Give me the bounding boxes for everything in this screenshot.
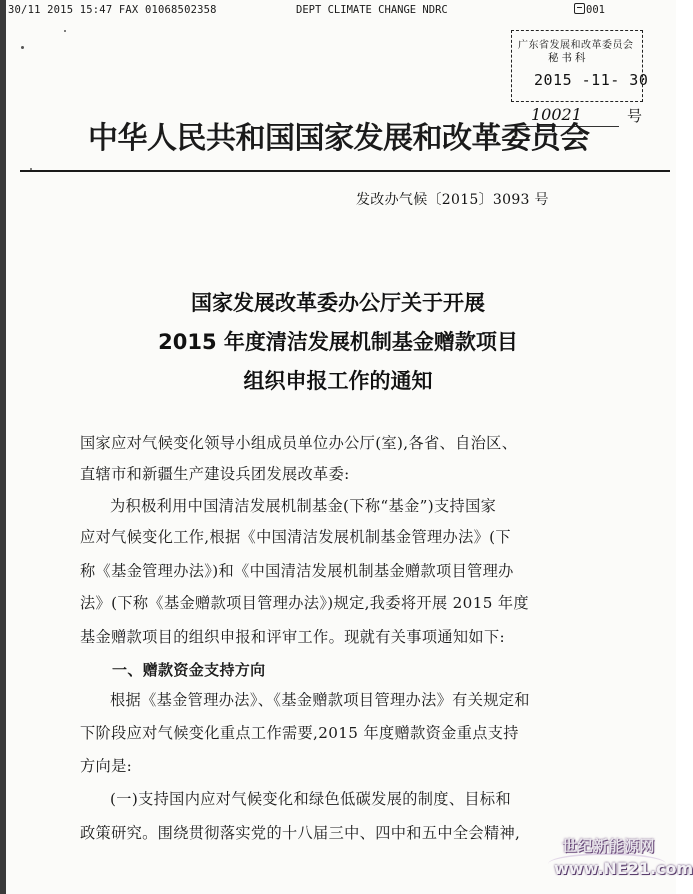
- document-number: 发改办气候〔2015〕3093 号: [356, 192, 549, 208]
- stamp-number-unit: 号: [627, 107, 643, 125]
- scan-left-border: [0, 0, 6, 894]
- section-1-line-3: 方向是:: [80, 757, 133, 775]
- title-line-1: 国家发展改革委办公厅关于开展: [191, 291, 485, 315]
- intro-line-3: 称《基金管理办法》)和《中国清洁发展机制基金赠款项目管理办: [80, 562, 514, 580]
- section-1-heading: 一、赠款资金支持方向: [112, 661, 266, 679]
- stamp-border: [511, 30, 649, 102]
- watermark-name: 世纪新能源网: [562, 837, 656, 855]
- watermark-url: www.NE21.com: [554, 859, 693, 878]
- title-line-3: 组织申报工作的通知: [243, 369, 433, 393]
- stamp-office: 秘书科: [548, 52, 589, 64]
- addressee-line-1: 国家应对气候变化领导小组成员单位办公厅(室),各省、自治区、: [80, 434, 518, 452]
- section-1-line-1: 根据《基金管理办法》、《基金赠款项目管理办法》有关规定和: [110, 691, 530, 709]
- section-1-line-2: 下阶段应对气候变化重点工作需要,2015 年度赠款资金重点支持: [80, 724, 519, 742]
- item-1-line-1: (一)支持国内应对气候变化和绿色低碳发展的制度、目标和: [110, 790, 511, 808]
- intro-line-1: 为积极利用中国清洁发展机制基金(下称“基金”)支持国家: [110, 497, 497, 515]
- intro-line-2: 应对气候变化工作,根据《中国清洁发展机制基金管理办法》(下: [80, 528, 511, 546]
- scan-speck: [21, 46, 24, 49]
- intro-line-5: 基金赠款项目的组织申报和评审工作。现就有关事项通知如下:: [80, 628, 505, 646]
- site-watermark: [548, 833, 693, 888]
- addressee-line-2: 直辖市和新疆生产建设兵团发展改革委:: [80, 465, 350, 483]
- scan-speck: [64, 30, 66, 32]
- intro-line-4: 法》(下称《基金赠款项目管理办法》)规定,我委将开展 2015 年度: [80, 594, 529, 612]
- fax-page-number: 001: [586, 4, 605, 16]
- page-icon: [574, 3, 585, 14]
- stamp-organization: 广东省发展和改革委员会: [518, 40, 634, 51]
- stamp-serial-number: 10021: [531, 105, 582, 124]
- fax-header: [6, 2, 676, 18]
- fax-page-indicator: [574, 3, 605, 16]
- title-line-2: 2015 年度清洁发展机制基金赠款项目: [158, 330, 518, 354]
- agency-header: 中华人民共和国国家发展和改革委员会: [88, 121, 590, 156]
- item-1-line-2: 政策研究。围绕贯彻落实党的十八届三中、四中和五中全会精神,: [80, 824, 521, 842]
- fax-datetime-number: 30/11 2015 15:47 FAX 01068502358: [8, 4, 217, 16]
- fax-department: DEPT CLIMATE CHANGE NDRC: [296, 4, 448, 16]
- stamp-date: 2015 -11- 30: [534, 71, 649, 89]
- header-rule: [20, 170, 670, 172]
